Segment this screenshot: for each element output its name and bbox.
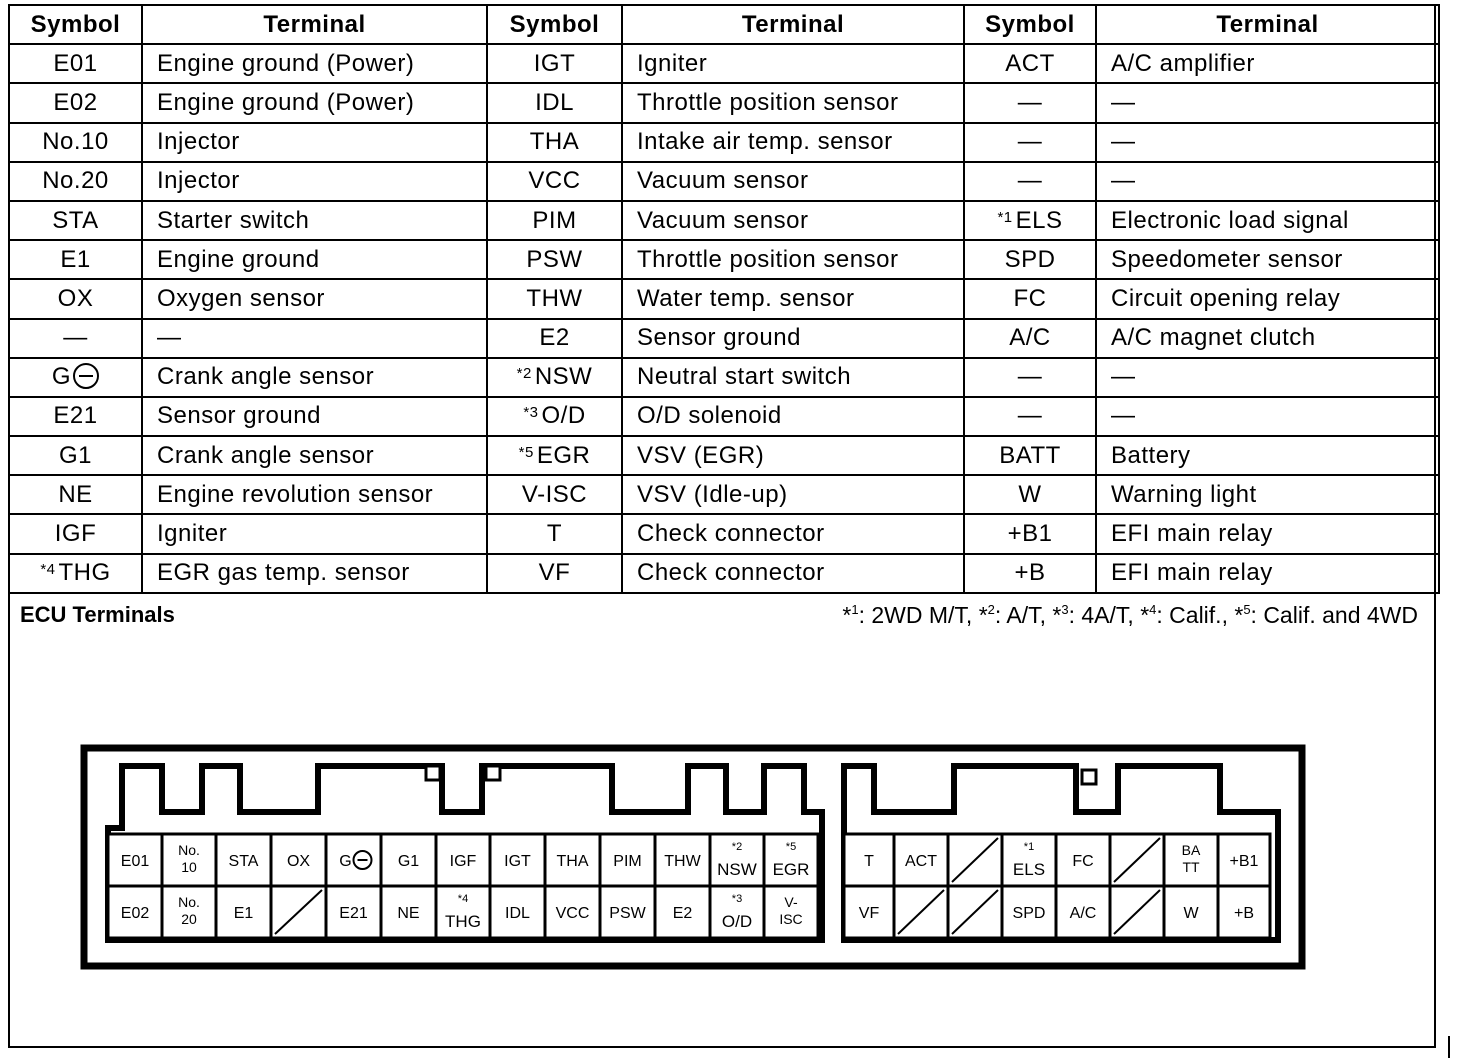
symbol-text: PIM	[532, 206, 577, 234]
symbol-text: E01	[53, 49, 98, 77]
pin-footnote-marker: *5	[785, 841, 797, 853]
pin-label: E21	[339, 905, 368, 922]
pin-footnote-marker: *3	[731, 893, 743, 905]
pin-footnote-marker: *1	[1023, 841, 1035, 853]
pin-label: VF	[858, 905, 880, 922]
pin-label: THW	[664, 853, 701, 870]
terminal-cell: Speedometer sensor	[1096, 240, 1439, 279]
pin-label: W	[1183, 905, 1199, 922]
terminal-cell: Battery	[1096, 436, 1439, 475]
symbol-text: IGT	[533, 49, 576, 77]
terminal-cell: A/C amplifier	[1096, 44, 1439, 83]
pin-label: NSW	[717, 860, 757, 879]
symbol-text: E2	[539, 324, 570, 352]
pin-label: ELS	[1012, 860, 1046, 879]
key-square-icon	[486, 766, 500, 780]
terminal-cell: Crank angle sensor	[142, 436, 487, 475]
terminal-cell: —	[142, 319, 487, 358]
symbol-text: THW	[526, 284, 583, 312]
symbol-text: —	[1017, 167, 1043, 195]
terminal-cell: Warning light	[1096, 475, 1439, 514]
symbol-text: THA	[529, 128, 580, 156]
terminal-cell: Engine ground (Power)	[142, 83, 487, 122]
symbol-text: E1	[60, 245, 91, 273]
symbol-text: STA	[52, 206, 99, 234]
pin-label: 10	[181, 859, 197, 875]
terminal-cell: Starter switch	[142, 201, 487, 240]
pin-label: SPD	[1012, 905, 1046, 922]
terminal-cell: Oxygen sensor	[142, 279, 487, 318]
symbol-text: BATT	[999, 441, 1061, 469]
symbol-text: +B	[1014, 559, 1046, 587]
terminal-cell: Igniter	[622, 44, 964, 83]
symbol-text: SPD	[1004, 245, 1056, 273]
pin-label: V-	[784, 894, 798, 910]
symbol-text: W	[1018, 480, 1042, 508]
footnote-marker: *1	[997, 208, 1013, 226]
terminal-cell: Electronic load signal	[1096, 201, 1439, 240]
terminal-cell: EFI main relay	[1096, 514, 1439, 553]
header-terminal-2: Terminal	[622, 5, 964, 44]
symbol-text: VCC	[528, 167, 581, 195]
pin-label: A/C	[1069, 905, 1097, 922]
footnote-number: 2	[987, 602, 995, 617]
terminal-cell: Injector	[142, 123, 487, 162]
footnote-number: 4	[1149, 602, 1157, 617]
terminal-cell: Vacuum sensor	[622, 162, 964, 201]
terminal-cell: Throttle position sensor	[622, 83, 964, 122]
pin-label: ACT	[905, 853, 937, 870]
pin-label: TT	[1182, 859, 1200, 875]
pin-label: T	[864, 853, 874, 870]
pin-label: OX	[286, 853, 311, 870]
terminal-cell: EFI main relay	[1096, 554, 1439, 593]
terminal-cell: —	[1096, 123, 1439, 162]
terminal-cell: Neutral start switch	[622, 358, 964, 397]
symbol-text: No.20	[42, 167, 109, 195]
header-symbol-1: Symbol	[9, 5, 142, 44]
terminal-cell: Igniter	[142, 514, 487, 553]
pin-label: IGF	[449, 853, 477, 870]
symbol-text: V-ISC	[521, 480, 588, 508]
pin-label: G1	[397, 853, 420, 870]
terminal-cell: Check connector	[622, 554, 964, 593]
symbol-text: PSW	[526, 245, 583, 273]
terminal-cell: Engine ground (Power)	[142, 44, 487, 83]
symbol-text: IDL	[535, 88, 574, 116]
header-terminal-3: Terminal	[1096, 5, 1439, 44]
ecu-terminals-caption: ECU Terminals	[20, 602, 175, 627]
symbol-text: +B1	[1007, 520, 1053, 548]
pin-label: 20	[181, 911, 197, 927]
symbol-text: E02	[53, 88, 98, 116]
symbol-text: No.10	[42, 128, 109, 156]
pin-label: E01	[120, 853, 150, 870]
terminal-cell: Sensor ground	[142, 397, 487, 436]
terminal-cell: A/C magnet clutch	[1096, 319, 1439, 358]
symbol-text: G	[51, 363, 72, 391]
header-symbol-3: Symbol	[964, 5, 1096, 44]
symbol-text: —	[1017, 363, 1043, 391]
symbol-text: EGR	[536, 441, 591, 469]
terminal-cell: EGR gas temp. sensor	[142, 554, 487, 593]
pin-label: +B	[1233, 905, 1255, 922]
symbol-text: E21	[53, 402, 98, 430]
terminal-cell: —	[1096, 83, 1439, 122]
terminal-cell: Engine revolution sensor	[142, 475, 487, 514]
symbol-text: IGF	[54, 520, 97, 548]
pin-label: O/D	[721, 912, 753, 931]
pin-label: NE	[397, 905, 420, 922]
footnote-marker: *2	[516, 365, 532, 383]
symbol-text: G1	[58, 441, 92, 469]
symbol-text: ELS	[1015, 206, 1063, 234]
terminal-cell: VSV (Idle-up)	[622, 475, 964, 514]
terminal-cell: —	[1096, 358, 1439, 397]
pin-label: EGR	[772, 860, 810, 879]
pin-label: IDL	[505, 905, 530, 922]
footnote-mark: *	[1052, 602, 1062, 628]
terminal-cell: VSV (EGR)	[622, 436, 964, 475]
terminal-cell: Circuit opening relay	[1096, 279, 1439, 318]
footnote-text: : 4A/T,	[1068, 602, 1141, 628]
symbol-text: FC	[1013, 284, 1047, 312]
pin-footnote-marker: *4	[457, 893, 469, 905]
pin-label: BA	[1181, 842, 1201, 858]
terminal-cell: —	[1096, 397, 1439, 436]
pin-label: E2	[672, 905, 693, 922]
symbol-text: THG	[58, 559, 111, 587]
pin-label: FC	[1072, 853, 1094, 870]
pin-label: PSW	[609, 905, 646, 922]
terminal-cell: Throttle position sensor	[622, 240, 964, 279]
symbol-text: ACT	[1005, 49, 1055, 77]
symbol-text: A/C	[1009, 324, 1051, 352]
pin-label: VCC	[555, 905, 590, 922]
terminal-cell: Sensor ground	[622, 319, 964, 358]
key-square-icon	[1082, 770, 1096, 784]
footnote-mark: *	[1234, 602, 1244, 628]
footnote-text: : 2WD M/T,	[858, 602, 979, 628]
footnote-mark: *	[842, 602, 852, 628]
terminal-cell: Crank angle sensor	[142, 358, 487, 397]
terminal-cell: Water temp. sensor	[622, 279, 964, 318]
footnote-number: 5	[1243, 602, 1251, 617]
symbol-text: NSW	[534, 363, 593, 391]
pin-footnote-marker: *2	[731, 841, 743, 853]
terminal-cell: Engine ground	[142, 240, 487, 279]
terminal-cell: —	[1096, 162, 1439, 201]
symbol-text: —	[63, 324, 88, 352]
pin-label: No.	[178, 842, 200, 858]
symbol-text: NE	[58, 480, 93, 508]
footnote-marker: *3	[523, 404, 539, 422]
pin-label: +B1	[1229, 853, 1259, 870]
pin-label: THG	[445, 912, 481, 931]
symbol-text: OX	[57, 284, 94, 312]
symbol-text: T	[546, 520, 563, 548]
terminal-cell: Check connector	[622, 514, 964, 553]
footnote-marker: *4	[40, 561, 56, 579]
footnote-mark: *	[1140, 602, 1150, 628]
pin-label: G	[339, 853, 352, 870]
pin-label: E1	[233, 905, 254, 922]
pin-label: ISC	[779, 911, 803, 927]
footnote-number: 3	[1061, 602, 1069, 617]
symbol-text: O/D	[541, 402, 586, 430]
pin-label: PIM	[613, 853, 642, 870]
terminal-cell: Injector	[142, 162, 487, 201]
symbol-text: —	[1017, 88, 1043, 116]
footnote-text: : A/T,	[994, 602, 1053, 628]
terminal-cell: Vacuum sensor	[622, 201, 964, 240]
pin-label: THA	[556, 853, 589, 870]
footnote-mark: *	[978, 602, 988, 628]
footnote-text: : Calif.,	[1156, 602, 1235, 628]
header-symbol-2: Symbol	[487, 5, 622, 44]
symbol-text: —	[1017, 128, 1043, 156]
footnote-number: 1	[851, 602, 859, 617]
footnote-marker: *5	[518, 443, 534, 461]
symbol-text: —	[1017, 402, 1043, 430]
terminal-cell: Intake air temp. sensor	[622, 123, 964, 162]
pin-label: E02	[120, 905, 150, 922]
terminal-cell: O/D solenoid	[622, 397, 964, 436]
footnote-text: : Calif. and 4WD	[1250, 602, 1418, 628]
pin-label: STA	[228, 853, 259, 870]
pin-label: IGT	[504, 853, 531, 870]
pin-label: No.	[178, 894, 200, 910]
symbol-text: VF	[538, 559, 571, 587]
key-square-icon	[426, 766, 440, 780]
header-terminal-1: Terminal	[142, 5, 487, 44]
